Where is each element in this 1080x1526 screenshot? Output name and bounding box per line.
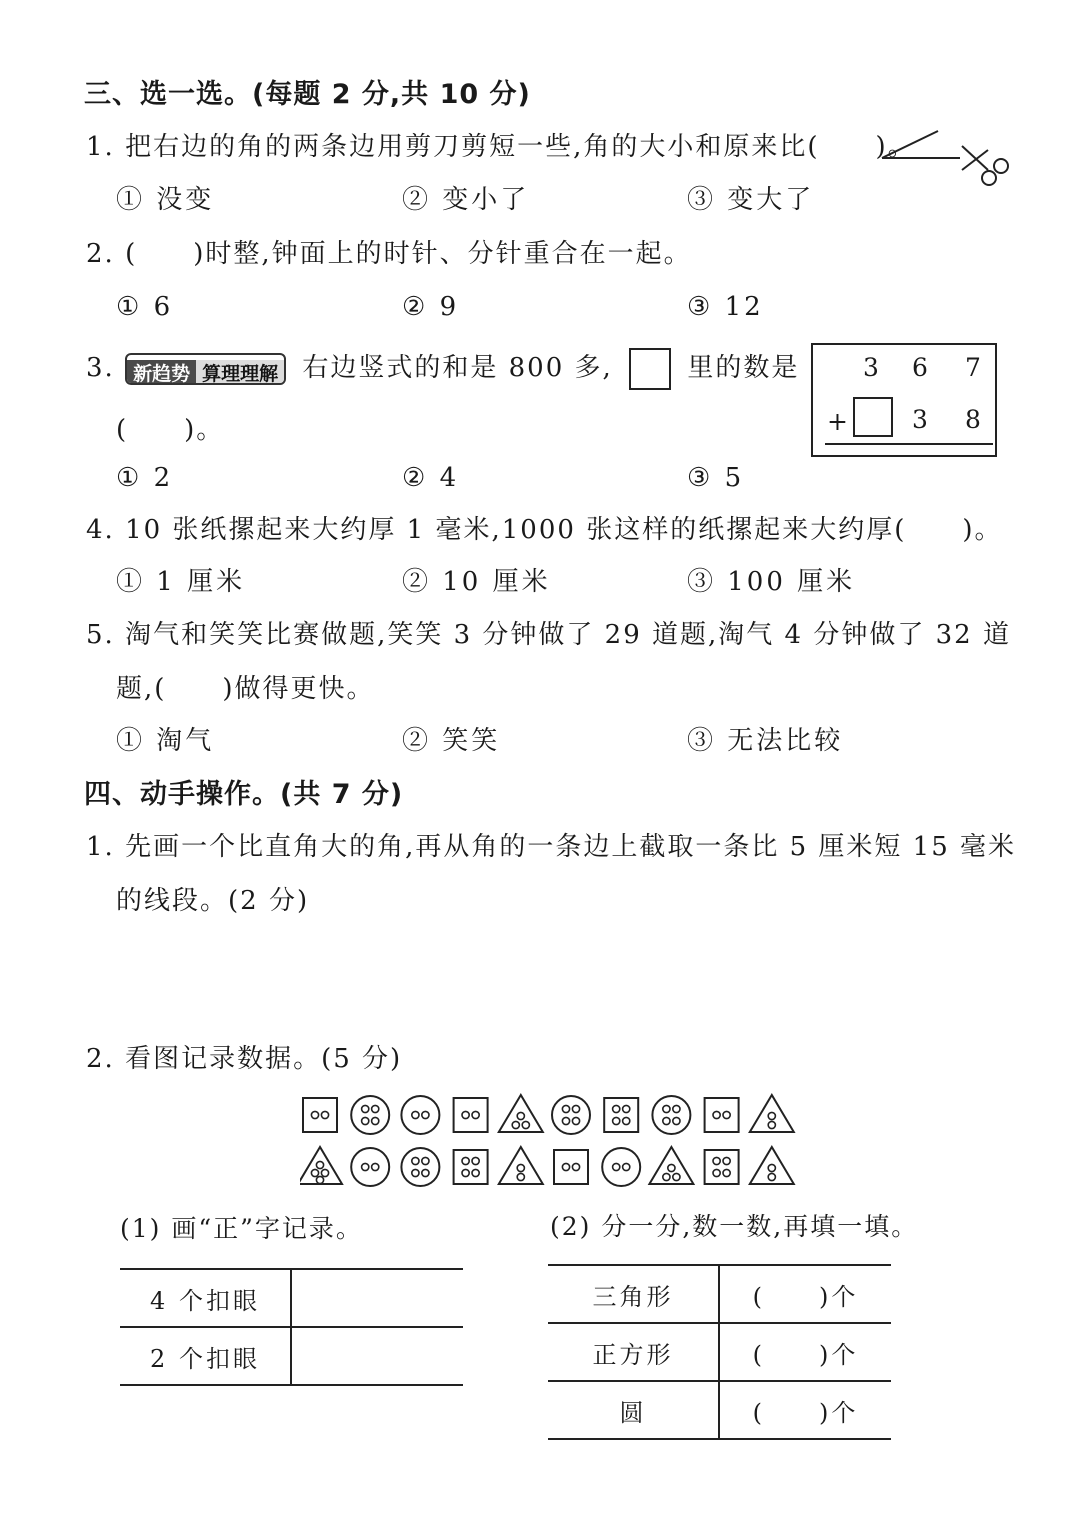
calc-digit: 3 <box>912 405 928 434</box>
circle-4-holes-icon <box>351 1096 389 1134</box>
calc-digit: 7 <box>965 353 981 382</box>
circle-2-holes-icon <box>401 1096 439 1134</box>
calc-digit: 3 <box>863 353 879 382</box>
button-shapes-figure <box>300 1093 830 1193</box>
badge-trend: 新趋势 <box>127 360 196 385</box>
q4-option-1[interactable]: ① 1 厘米 <box>116 567 246 597</box>
part2-label: (2) 分一分,数一数,再填一填。 <box>550 1212 919 1241</box>
section3-title: 三、选一选。(每题 2 分,共 10 分) <box>84 79 531 110</box>
q1-option-3[interactable]: ③ 变大了 <box>687 185 815 215</box>
table-row <box>548 1323 891 1381</box>
q2-text: 2. ( )时整,钟面上的时针、分针重合在一起。 <box>86 239 692 269</box>
square-4-holes-icon <box>454 1150 488 1184</box>
count-label: 正方形 <box>548 1323 719 1381</box>
count-cell[interactable]: ( )个 <box>719 1323 891 1381</box>
q1-option-2[interactable]: ② 变小了 <box>402 185 530 215</box>
q3-number: 3. <box>86 353 115 383</box>
triangle-2-holes-icon <box>499 1147 543 1184</box>
calc-rule <box>825 443 993 445</box>
angle-scissors-icon <box>878 128 1028 190</box>
badge-reasoning: 算理理解 <box>196 360 284 385</box>
tally-table <box>120 1268 463 1386</box>
circle-2-holes-icon <box>351 1148 389 1186</box>
calc-unknown-box[interactable] <box>853 397 893 437</box>
tally-cell[interactable] <box>291 1327 463 1385</box>
q3-blank: ( )。 <box>116 415 225 445</box>
q2-option-1[interactable]: ① 6 <box>116 292 174 322</box>
section4-title: 四、动手操作。(共 7 分) <box>84 779 404 810</box>
q4-option-3[interactable]: ③ 100 厘米 <box>687 567 856 597</box>
q5-option-1[interactable]: ① 淘气 <box>116 726 215 756</box>
q2-option-2[interactable]: ② 9 <box>402 292 460 322</box>
square-4-holes-icon <box>604 1098 638 1132</box>
calc-digit: 8 <box>965 405 981 434</box>
q4-text: 4. 10 张纸摞起来大约厚 1 毫米,1000 张这样的纸摞起来大约厚( )。 <box>86 515 1003 545</box>
q1-text: 1. 把右边的角的两条边用剪刀剪短一些,角的大小和原来比( )。 <box>86 132 916 162</box>
triangle-4-holes-icon <box>300 1147 342 1184</box>
square-2-holes-icon <box>554 1150 588 1184</box>
q3-badge <box>125 353 286 385</box>
q5-option-2[interactable]: ② 笑笑 <box>402 726 501 756</box>
count-cell[interactable]: ( )个 <box>719 1265 891 1323</box>
triangle-3-holes-icon <box>649 1147 693 1184</box>
count-label: 三角形 <box>548 1265 719 1323</box>
s4-q2-text: 2. 看图记录数据。(5 分) <box>86 1044 403 1074</box>
count-cell[interactable]: ( )个 <box>719 1381 891 1439</box>
vertical-addition <box>811 343 997 457</box>
q5-text-b: 题,( )做得更快。 <box>116 674 375 704</box>
q3-text-b: 里的数是 <box>687 353 800 383</box>
q3-text-a: 右边竖式的和是 800 多, <box>302 353 613 383</box>
table-row <box>548 1265 891 1323</box>
count-table <box>548 1264 891 1440</box>
table-row <box>120 1269 463 1327</box>
q5-text-a: 5. 淘气和笑笑比赛做题,笑笑 3 分钟做了 29 道题,淘气 4 分钟做了 32 道 <box>86 620 1011 650</box>
tally-label: 4 个扣眼 <box>120 1269 291 1327</box>
s4-q1-text-b: 的线段。(2 分) <box>116 886 310 916</box>
table-row <box>120 1327 463 1385</box>
circle-4-holes-icon <box>652 1096 690 1134</box>
tally-label: 2 个扣眼 <box>120 1327 291 1385</box>
q5-option-3[interactable]: ③ 无法比较 <box>687 726 844 756</box>
q2-option-3[interactable]: ③ 12 <box>687 292 764 322</box>
q3-option-2[interactable]: ② 4 <box>402 463 460 493</box>
table-row <box>548 1381 891 1439</box>
triangle-2-holes-icon <box>750 1095 794 1132</box>
s4-q1-text-a: 1. 先画一个比直角大的角,再从角的一条边上截取一条比 5 厘米短 15 毫米 <box>86 832 1017 862</box>
q4-option-2[interactable]: ② 10 厘米 <box>402 567 551 597</box>
triangle-3-holes-icon <box>499 1095 543 1132</box>
plus-sign: + <box>827 407 848 436</box>
square-2-holes-icon <box>303 1098 337 1132</box>
q3-inline-box <box>629 348 671 390</box>
q3-option-1[interactable]: ① 2 <box>116 463 174 493</box>
q3-line <box>86 348 799 390</box>
part1-label: (1) 画“正”字记录。 <box>120 1214 363 1243</box>
square-2-holes-icon <box>454 1098 488 1132</box>
circle-4-holes-icon <box>401 1148 439 1186</box>
calc-digit: 6 <box>912 353 928 382</box>
circle-4-holes-icon <box>552 1096 590 1134</box>
count-label: 圆 <box>548 1381 719 1439</box>
square-4-holes-icon <box>705 1150 739 1184</box>
q1-option-1[interactable]: ① 没变 <box>116 185 215 215</box>
triangle-2-holes-icon <box>750 1147 794 1184</box>
tally-cell[interactable] <box>291 1269 463 1327</box>
circle-2-holes-icon <box>602 1148 640 1186</box>
square-2-holes-icon <box>705 1098 739 1132</box>
q3-option-3[interactable]: ③ 5 <box>687 463 745 493</box>
